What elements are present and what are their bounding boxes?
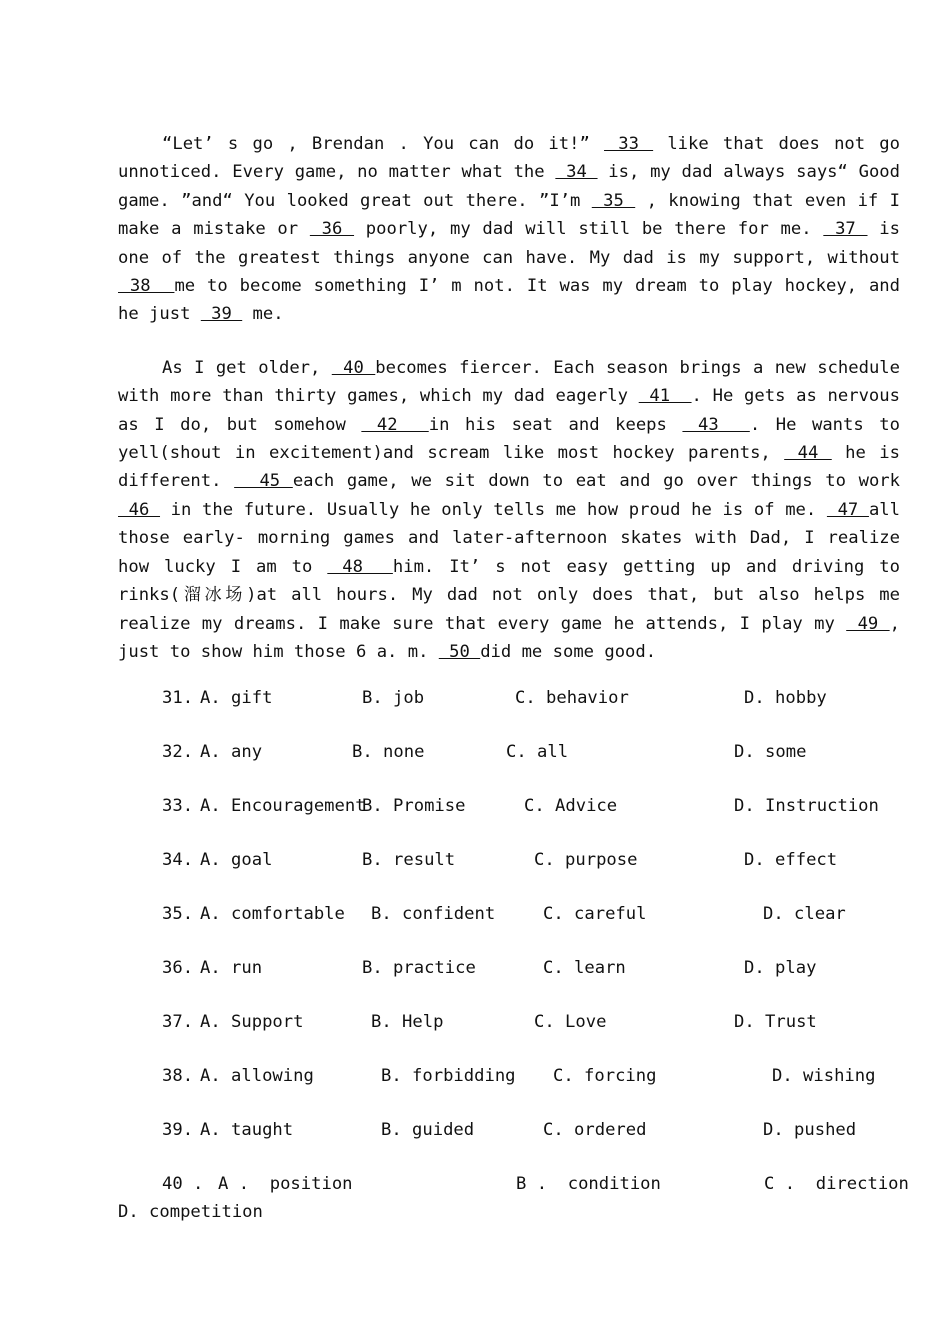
question-38 (118, 1062, 900, 1116)
option-b: B. result (362, 850, 456, 871)
question-number: 40 . (162, 1174, 204, 1195)
passage-paragraph-2 (118, 354, 900, 666)
question-number: 31. (162, 688, 194, 709)
text-run: . He gets as nervous as I do, but somehow (118, 386, 900, 435)
option-b: B. confident (371, 904, 496, 925)
blank-42: 42 (361, 414, 429, 435)
option-d: D. Instruction (734, 796, 879, 817)
option-a: A. any (200, 742, 263, 763)
option-c: C. behavior (515, 688, 629, 709)
option-b: B. practice (362, 958, 476, 979)
question-32 (118, 738, 900, 792)
text-run: did me some good. (480, 641, 657, 662)
question-number: 36. (162, 958, 194, 979)
option-a: A. run (200, 958, 263, 979)
text-run: in the future. Usually he only tells me how proud he is of me. (160, 499, 827, 520)
question-number: 32. (162, 742, 194, 763)
text-run: is, my dad always says“ Good game. ”and“ You looked great out there. ”I’m (118, 162, 900, 211)
text-run: like that does not go unnoticed. Every game, no matter what the (118, 134, 901, 183)
text-run: is one of the greatest things anyone can have. My dad is my support, without (118, 219, 900, 268)
question-39 (118, 1116, 900, 1170)
option-d: D. hobby (744, 688, 827, 709)
option-a: A. taught (200, 1120, 294, 1141)
blank-44: 44 (784, 443, 832, 464)
text-run: becomes fiercer. Each season brings a new schedule with more than thirty games, which my dad eagerly (118, 357, 900, 407)
question-number: 35. (162, 904, 194, 925)
option-d: D. pushed (763, 1120, 857, 1141)
option-d: D. wishing (772, 1066, 876, 1087)
blank-33: 33 (604, 134, 654, 154)
question-34 (118, 846, 900, 900)
option-b: B. Help (371, 1012, 444, 1033)
option-a: A. comfortable (200, 904, 345, 925)
blank-34: 34 (555, 162, 598, 183)
option-c: C. purpose (534, 850, 638, 871)
blank-38: 38 (118, 276, 175, 297)
question-33 (118, 792, 900, 846)
option-c: C . direction (764, 1174, 909, 1195)
option-d: D. play (744, 958, 817, 979)
blank-48: 48 (327, 556, 393, 577)
question-36 (118, 954, 900, 1008)
option-b: B. guided (381, 1120, 475, 1141)
blank-45: 45 (234, 471, 293, 492)
option-a: A. Support (200, 1012, 304, 1033)
option-a: A . position (218, 1174, 353, 1195)
passage-paragraph-1 (118, 130, 900, 329)
option-a: A. Encouragement (200, 796, 366, 817)
blank-49: 49 (846, 613, 890, 634)
question-35 (118, 900, 900, 954)
question-number: 33. (162, 796, 194, 817)
question-40 (118, 1170, 909, 1230)
option-b: B . condition (516, 1174, 661, 1195)
option-a: A. goal (200, 850, 273, 871)
option-b: B. forbidding (381, 1066, 516, 1087)
question-number: 38. (162, 1066, 194, 1087)
option-b: B. job (362, 688, 425, 709)
text-run: , just to show him those 6 a. m. (118, 613, 900, 662)
text-run: all those early- morning games and later-afternoon skates with Dad, I realize how lucky I am to (118, 499, 900, 577)
option-c: C. forcing (553, 1066, 657, 1087)
blank-37: 37 (823, 219, 868, 240)
option-d: D. competition (118, 1202, 263, 1223)
question-37 (118, 1008, 900, 1062)
blank-50: 50 (438, 641, 481, 662)
option-d: D. clear (763, 904, 846, 925)
blank-36: 36 (309, 219, 355, 240)
document-page (118, 130, 909, 1230)
option-c: C. careful (543, 904, 647, 925)
blank-41: 41 (638, 386, 692, 407)
text-run: “Let’ s go , Brendan . You can do it!” (162, 134, 605, 154)
option-c: C. ordered (543, 1120, 647, 1141)
text-run: poorly, my dad will still be there for me. (354, 219, 824, 240)
option-d: D. effect (744, 850, 838, 871)
text-run: me. (242, 304, 284, 325)
text-run: As I get older, (162, 357, 332, 378)
blank-43: 43 (682, 414, 750, 435)
option-a: A. allowing (200, 1066, 314, 1087)
option-c: C. learn (543, 958, 626, 979)
option-d: D. some (734, 742, 807, 763)
option-c: C. Advice (524, 796, 618, 817)
option-b: B. Promise (362, 796, 466, 817)
blank-40: 40 (331, 357, 376, 378)
text-run: him. It’ s not easy getting up and driving to rinks(溜冰场)at all hours. My dad not only does that, but also helps me realize my dreams. I make sure that every game he attends, I play my (118, 556, 900, 634)
question-number: 34. (162, 850, 194, 871)
question-number: 37. (162, 1012, 194, 1033)
option-b: B. none (352, 742, 425, 763)
text-run: he is different. (118, 443, 900, 492)
text-run: each game, we sit down to eat and go over things to work (292, 471, 900, 492)
text-run: , knowing that even if I make a mistake or (118, 190, 900, 240)
text-run: . He wants to yell(shout in excitement)and scream like most hockey parents, (118, 414, 900, 464)
question-number: 39. (162, 1120, 194, 1141)
text-run: in his seat and keeps (428, 414, 683, 435)
question-list (118, 684, 909, 1230)
option-d: D. Trust (734, 1012, 817, 1033)
text-run: me to become something I’ m not. It was my dream to play hockey, and he just (118, 276, 900, 325)
option-c: C. Love (534, 1012, 607, 1033)
blank-46: 46 (118, 499, 161, 520)
blank-39: 39 (200, 304, 243, 325)
option-a: A. gift (200, 688, 273, 709)
option-c: C. all (506, 742, 569, 763)
question-31 (118, 684, 900, 738)
blank-47: 47 (826, 499, 869, 520)
blank-35: 35 (591, 190, 636, 211)
